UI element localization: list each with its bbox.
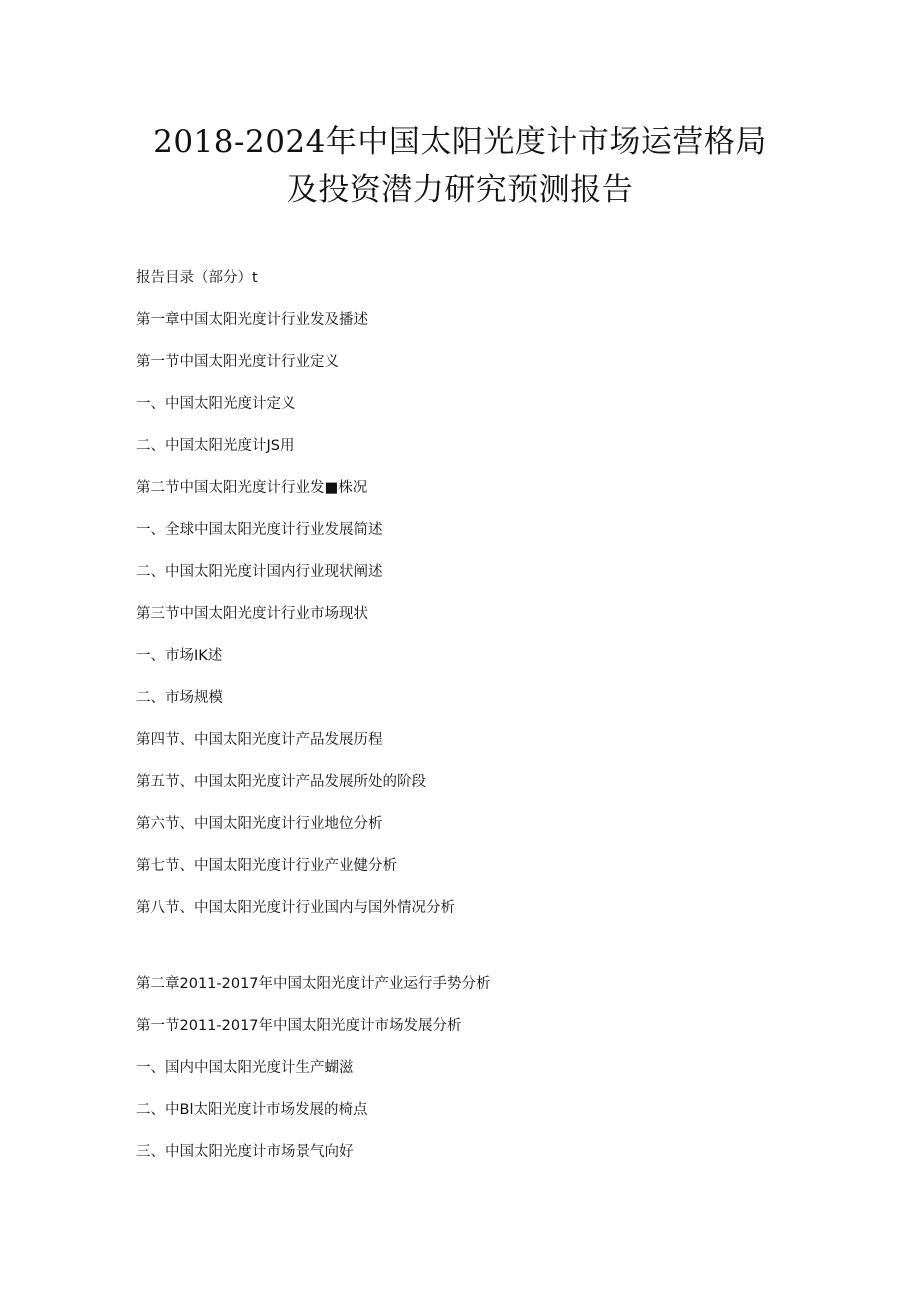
toc-heading: 报告目录（部分）t — [136, 270, 258, 286]
report-title-line-2: 及投资潜力研究预测报告 — [286, 172, 634, 208]
toc-item: 第六节、中国太阳光度计行业地位分析 — [136, 816, 383, 832]
toc-item: 第四节、中国太阳光度计产品发展历程 — [136, 732, 383, 748]
toc-item: 二、中国太阳光度计国内行业现状阐述 — [136, 564, 383, 580]
report-title-line-1: 2018-2024年中国太阳光度计市场运营格局 — [153, 124, 767, 160]
toc-item: 二、中Bl太阳光度计市场发展的椅点 — [136, 1102, 368, 1118]
toc-item: 第五节、中国太阳光度计产品发展所处的阶段 — [136, 774, 426, 790]
toc-item: 二、市场规模 — [136, 690, 223, 706]
toc-item: 三、中国太阳光度计市场景气向好 — [136, 1144, 354, 1160]
toc-item: 二、中国太阳光度计JS用 — [136, 438, 295, 454]
toc-item: 第二节中国太阳光度计行业发■株况 — [136, 480, 368, 496]
toc-item: 一、全球中国太阳光度计行业发展简述 — [136, 522, 383, 538]
toc-item: 一、市场IK述 — [136, 648, 223, 664]
toc-item: 第一章中国太阳光度计行业发及播述 — [136, 312, 368, 328]
toc-item: 一、国内中国太阳光度计生产蝴滋 — [136, 1060, 354, 1076]
toc-item: 第一节2011-2017年中国太阳光度计市场发展分析 — [136, 1018, 462, 1034]
toc-item: 第二章2011-2017年中国太阳光度计产业运行手势分析 — [136, 976, 491, 992]
toc-item: 第三节中国太阳光度计行业市场现状 — [136, 606, 368, 622]
toc-item: 第一节中国太阳光度计行业定义 — [136, 354, 339, 370]
toc-item: 第八节、中国太阳光度计行业国内与国外情况分析 — [136, 900, 455, 916]
toc-item: 第七节、中国太阳光度计行业产业健分析 — [136, 858, 397, 874]
toc-item: 一、中国太阳光度计定义 — [136, 396, 296, 412]
